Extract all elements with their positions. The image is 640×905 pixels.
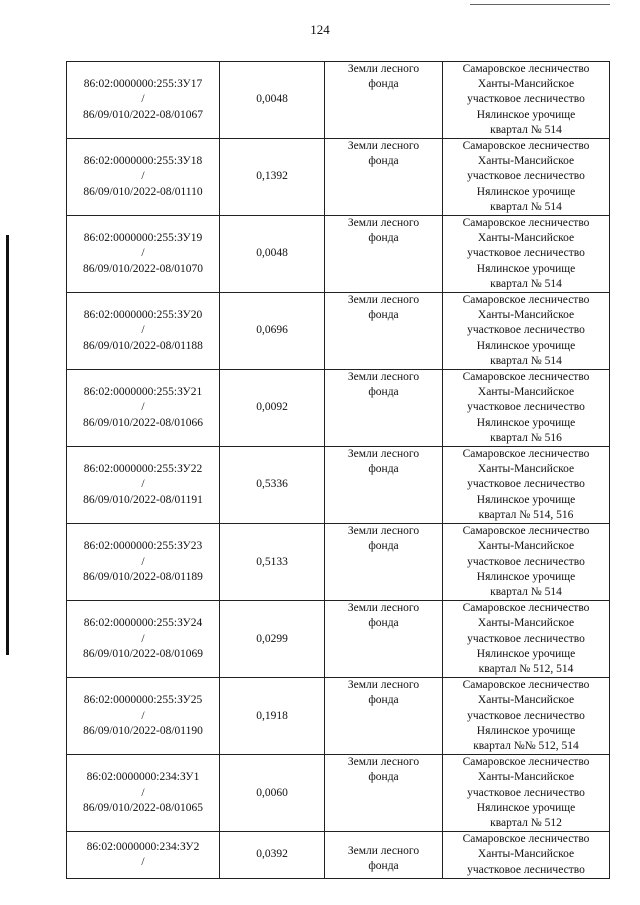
number-separator: / xyxy=(141,401,145,414)
cadastral-number-cell xyxy=(67,216,220,293)
land-category-cell xyxy=(325,216,443,293)
number-separator: / xyxy=(141,855,145,868)
location-line: Самаровское лесничество xyxy=(462,525,590,538)
location-line: квартал № 514 xyxy=(490,200,562,213)
location-cell xyxy=(443,601,610,678)
area-cell xyxy=(220,524,325,601)
land-category-cell xyxy=(325,601,443,678)
land-category-line: Земли лесного xyxy=(347,371,420,384)
location-line: Ханты-Мансийское xyxy=(477,771,575,784)
land-category-cell xyxy=(325,370,443,447)
location-cell xyxy=(443,678,610,755)
location-line: участковое лесничество xyxy=(467,170,585,183)
cadastral-number-cell xyxy=(67,447,220,524)
number-separator: / xyxy=(141,324,145,337)
area-cell xyxy=(220,832,325,879)
location-line: Ханты-Мансийское xyxy=(477,78,575,91)
table-row xyxy=(67,370,610,447)
land-category-line: фонда xyxy=(368,860,399,873)
cadastral-number-cell xyxy=(67,601,220,678)
table-body xyxy=(67,62,610,879)
land-category-line: Земли лесного xyxy=(347,679,420,692)
land-plots-table xyxy=(66,61,610,879)
location-line: Нялинское урочище xyxy=(476,339,576,352)
location-line: участковое лесничество xyxy=(467,401,585,414)
location-line: Нялинское урочище xyxy=(476,262,576,275)
number-separator: / xyxy=(141,632,145,645)
area-cell xyxy=(220,139,325,216)
land-category-cell xyxy=(325,678,443,755)
location-line: участковое лесничество xyxy=(467,555,585,568)
location-line: Самаровское лесничество xyxy=(462,756,590,769)
location-line: Нялинское урочище xyxy=(476,724,576,737)
location-line: квартал № 514 xyxy=(490,123,562,136)
location-line: Ханты-Мансийское xyxy=(477,617,575,630)
location-line: Самаровское лесничество xyxy=(462,371,590,384)
land-category-line: фонда xyxy=(368,771,399,784)
location-line: Ханты-Мансийское xyxy=(477,540,575,553)
land-category-line: Земли лесного xyxy=(347,140,420,153)
land-category-line: Земли лесного xyxy=(347,845,420,858)
location-line: участковое лесничество xyxy=(467,478,585,491)
cadastral-number-cell xyxy=(67,293,220,370)
area-cell xyxy=(220,370,325,447)
area-value: 0,5336 xyxy=(256,478,288,491)
registration-number: 86/09/010/2022-08/01067 xyxy=(82,108,204,121)
table-row xyxy=(67,216,610,293)
number-separator: / xyxy=(141,93,145,106)
area-cell xyxy=(220,62,325,139)
cadastral-number-cell xyxy=(67,62,220,139)
location-line: Ханты-Мансийское xyxy=(477,848,575,861)
land-category-line: фонда xyxy=(368,463,399,476)
area-value: 0,0696 xyxy=(256,324,288,337)
land-category-line: фонда xyxy=(368,694,399,707)
location-line: Самаровское лесничество xyxy=(462,679,590,692)
table-row xyxy=(67,755,610,832)
table-row xyxy=(67,832,610,879)
registration-number: 86/09/010/2022-08/01191 xyxy=(83,493,203,506)
area-cell xyxy=(220,678,325,755)
registration-number: 86/09/010/2022-08/01065 xyxy=(82,801,204,814)
area-cell xyxy=(220,755,325,832)
area-value: 0,0048 xyxy=(256,93,288,106)
location-cell xyxy=(443,139,610,216)
location-line: участковое лесничество xyxy=(467,93,585,106)
registration-number: 86/09/010/2022-08/01110 xyxy=(83,185,203,198)
location-line: квартал № 512 xyxy=(490,816,562,829)
land-category-line: фонда xyxy=(368,155,399,168)
area-value: 0,1392 xyxy=(256,170,288,183)
location-cell xyxy=(443,62,610,139)
location-line: участковое лесничество xyxy=(467,786,585,799)
land-category-cell xyxy=(325,447,443,524)
location-line: Самаровское лесничество xyxy=(462,833,590,846)
registration-number: 86/09/010/2022-08/01190 xyxy=(83,724,203,737)
area-value: 0,0392 xyxy=(256,848,288,861)
table-row xyxy=(67,447,610,524)
location-line: Ханты-Мансийское xyxy=(477,463,575,476)
location-cell xyxy=(443,755,610,832)
page-number: 124 xyxy=(310,22,330,37)
area-value: 0,0299 xyxy=(256,632,288,645)
location-line: участковое лесничество xyxy=(467,324,585,337)
location-line: квартал № 512, 514 xyxy=(478,662,574,675)
location-line: участковое лесничество xyxy=(467,709,585,722)
cadastral-number: 86:02:0000000:234:ЗУ2 xyxy=(86,840,200,853)
cadastral-number: 86:02:0000000:255:ЗУ17 xyxy=(83,78,203,91)
table-row xyxy=(67,601,610,678)
land-category-line: Земли лесного xyxy=(347,294,420,307)
location-line: Ханты-Мансийское xyxy=(477,309,575,322)
area-value: 0,5133 xyxy=(256,555,288,568)
cadastral-number: 86:02:0000000:255:ЗУ19 xyxy=(83,232,203,245)
location-line: Нялинское урочище xyxy=(476,801,576,814)
cadastral-number-cell xyxy=(67,678,220,755)
location-line: Нялинское урочище xyxy=(476,493,576,506)
location-cell xyxy=(443,447,610,524)
registration-number: 86/09/010/2022-08/01188 xyxy=(83,339,203,352)
land-category-line: Земли лесного xyxy=(347,756,420,769)
number-separator: / xyxy=(141,709,145,722)
land-category-cell xyxy=(325,524,443,601)
location-cell xyxy=(443,370,610,447)
location-line: участковое лесничество xyxy=(467,632,585,645)
cadastral-number: 86:02:0000000:255:ЗУ18 xyxy=(83,155,203,168)
land-category-line: Земли лесного xyxy=(347,63,420,75)
location-line: квартал № 514 xyxy=(490,585,562,598)
location-line: Нялинское урочище xyxy=(476,108,576,121)
cadastral-number-cell xyxy=(67,832,220,879)
land-category-cell xyxy=(325,755,443,832)
cadastral-number: 86:02:0000000:255:ЗУ24 xyxy=(83,617,203,630)
location-line: Ханты-Мансийское xyxy=(477,694,575,707)
land-category-line: фонда xyxy=(368,309,399,322)
location-line: Нялинское урочище xyxy=(476,185,576,198)
number-separator: / xyxy=(141,170,145,183)
location-line: Ханты-Мансийское xyxy=(477,155,575,168)
location-cell xyxy=(443,216,610,293)
land-category-line: фонда xyxy=(368,232,399,245)
location-line: Нялинское урочище xyxy=(476,570,576,583)
location-line: Самаровское лесничество xyxy=(462,140,590,153)
location-line: Самаровское лесничество xyxy=(462,602,590,615)
cadastral-number: 86:02:0000000:255:ЗУ20 xyxy=(83,309,203,322)
cadastral-number: 86:02:0000000:255:ЗУ22 xyxy=(83,463,203,476)
location-line: квартал № 514, 516 xyxy=(478,508,574,521)
location-line: Самаровское лесничество xyxy=(462,448,590,461)
location-cell xyxy=(443,832,610,879)
registration-number: 86/09/010/2022-08/01070 xyxy=(82,262,204,275)
area-value: 0,0060 xyxy=(256,786,288,799)
location-cell xyxy=(443,524,610,601)
area-cell xyxy=(220,601,325,678)
registration-number: 86/09/010/2022-08/01066 xyxy=(82,416,204,429)
area-value: 0,1918 xyxy=(256,709,288,722)
registration-number: 86/09/010/2022-08/01189 xyxy=(83,570,203,583)
number-separator: / xyxy=(141,247,145,260)
land-category-line: фонда xyxy=(368,78,399,91)
location-line: квартал № 514 xyxy=(490,354,562,367)
location-line: квартал № 516 xyxy=(490,431,562,444)
cadastral-number: 86:02:0000000:255:ЗУ23 xyxy=(83,540,203,553)
cadastral-number-cell xyxy=(67,755,220,832)
land-category-line: Земли лесного xyxy=(347,448,420,461)
table-row xyxy=(67,62,610,139)
area-cell xyxy=(220,293,325,370)
location-line: квартал № 514 xyxy=(490,277,562,290)
land-category-line: Земли лесного xyxy=(347,217,420,230)
number-separator: / xyxy=(141,786,145,799)
location-line: квартал №№ 512, 514 xyxy=(473,739,579,752)
area-value: 0,0048 xyxy=(256,247,288,260)
number-separator: / xyxy=(141,555,145,568)
location-line: Ханты-Мансийское xyxy=(477,232,575,245)
table-row xyxy=(67,678,610,755)
land-category-cell xyxy=(325,293,443,370)
registration-number: 86/09/010/2022-08/01069 xyxy=(82,647,204,660)
cadastral-number: 86:02:0000000:234:ЗУ1 xyxy=(86,771,200,784)
land-category-line: фонда xyxy=(368,617,399,630)
cadastral-number-cell xyxy=(67,524,220,601)
location-line: Самаровское лесничество xyxy=(462,217,590,230)
cadastral-number: 86:02:0000000:255:ЗУ25 xyxy=(83,694,203,707)
scan-margin-bar xyxy=(6,235,9,655)
land-category-line: Земли лесного xyxy=(347,525,420,538)
number-separator: / xyxy=(141,478,145,491)
location-line: Нялинское урочище xyxy=(476,416,576,429)
table-row xyxy=(67,524,610,601)
location-line: Нялинское урочище xyxy=(476,647,576,660)
cadastral-number-cell xyxy=(67,139,220,216)
table-row xyxy=(67,293,610,370)
land-category-line: фонда xyxy=(368,540,399,553)
table-row xyxy=(67,139,610,216)
land-category-cell xyxy=(325,139,443,216)
land-category-cell xyxy=(325,62,443,139)
cadastral-number: 86:02:0000000:255:ЗУ21 xyxy=(83,386,203,399)
area-cell xyxy=(220,447,325,524)
area-value: 0,0092 xyxy=(256,401,288,414)
cadastral-number-cell xyxy=(67,370,220,447)
area-cell xyxy=(220,216,325,293)
location-line: Самаровское лесничество xyxy=(462,294,590,307)
scan-edge-mark xyxy=(470,4,610,5)
location-line: участковое лесничество xyxy=(467,863,585,876)
land-category-cell xyxy=(325,832,443,879)
location-cell xyxy=(443,293,610,370)
location-line: Ханты-Мансийское xyxy=(477,386,575,399)
location-line: участковое лесничество xyxy=(467,247,585,260)
land-category-line: фонда xyxy=(368,386,399,399)
location-line: Самаровское лесничество xyxy=(462,63,590,75)
land-category-line: Земли лесного xyxy=(347,602,420,615)
